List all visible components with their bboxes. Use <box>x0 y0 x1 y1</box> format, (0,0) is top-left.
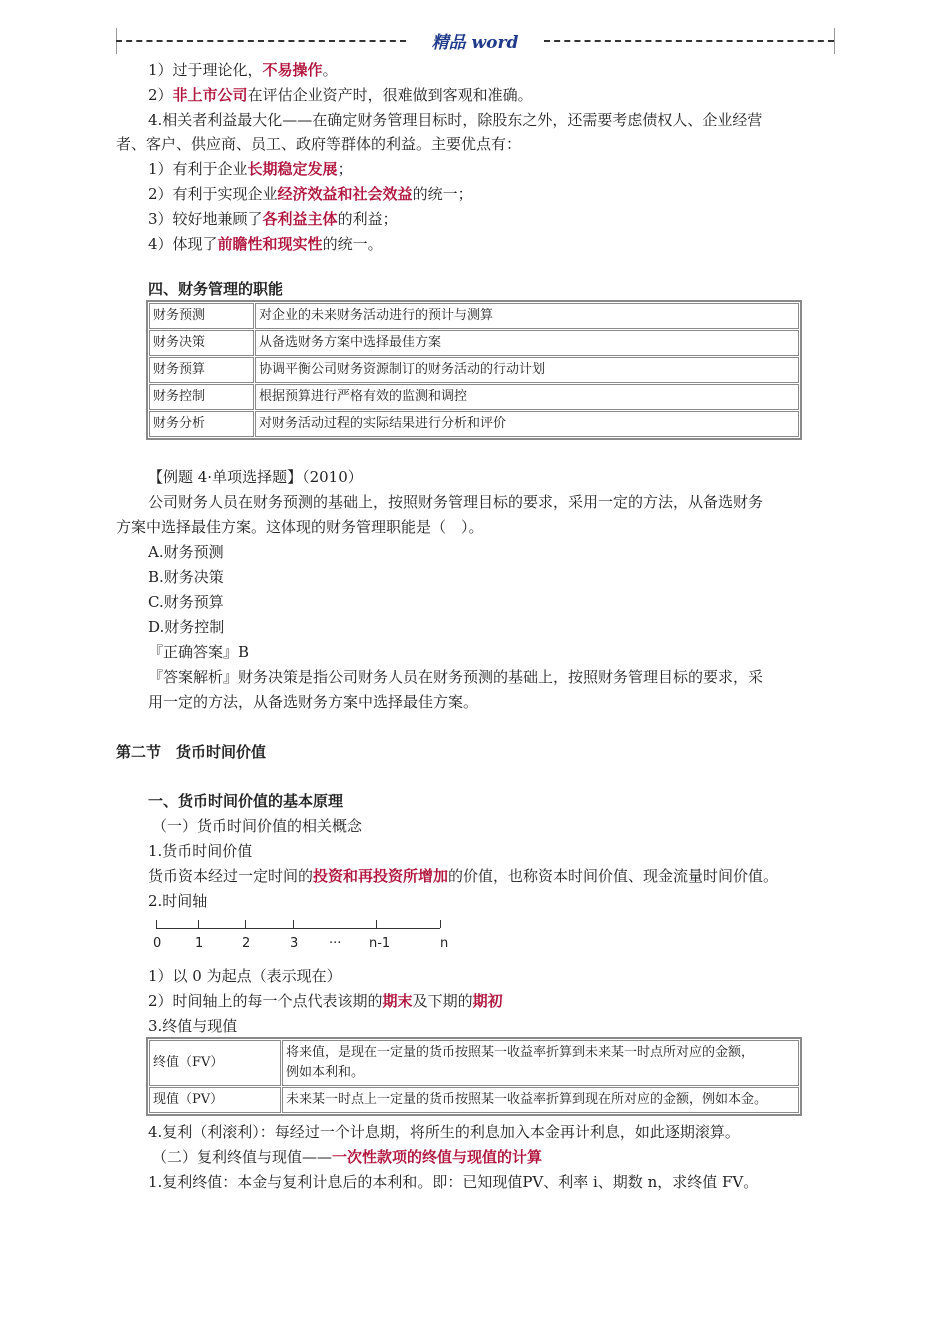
item-heading: 2.时间轴 <box>148 892 208 910</box>
table-cell-key: 财务分析 <box>149 411 254 437</box>
timeline-tick <box>376 920 377 928</box>
answer-analysis: 『答案解析』财务决策是指公司财务人员在财务预测的基础上，按照财务管理目标的要求，采 <box>148 668 764 686</box>
table-row <box>149 1040 799 1086</box>
item-heading: 3.终值与现值 <box>148 1017 238 1035</box>
option-b: B.财务决策 <box>148 568 224 586</box>
timeline-tick <box>440 920 441 928</box>
timeline-label: ··· <box>329 936 342 951</box>
table-row <box>149 357 799 383</box>
timeline-label: 3 <box>290 936 299 951</box>
subsection-heading: （二）复利终值与现值——一次性款项的终值与现值的计算 <box>152 1148 543 1166</box>
table-row <box>149 384 799 410</box>
answer-analysis: 用一定的方法，从备选财务方案中选择最佳方案。 <box>148 693 479 711</box>
table-cell-value: 协调平衡公司财务资源制订的财务活动的行动计划 <box>255 357 799 383</box>
timeline-label: 2 <box>242 936 251 951</box>
example-question: 公司财务人员在财务预测的基础上，按照财务管理目标的要求，采用一定的方法，从备选财务 <box>148 493 764 511</box>
header-logo: 精品 word <box>431 33 519 53</box>
table-cell-key: 财务决策 <box>149 330 254 356</box>
timeline-line <box>156 928 440 929</box>
header-right-border <box>834 28 835 54</box>
example-question: 方案中选择最佳方案。这体现的财务管理职能是（ ）。 <box>116 518 484 536</box>
item-heading: 4.复利（利滚利）：每经过一个计息期，将所生的利息加入本金再计利息，如此逐期滚算。 <box>148 1123 740 1141</box>
item-heading: 1.货币时间价值 <box>148 842 253 860</box>
section-heading: 一、货币时间价值的基本原理 <box>148 792 344 810</box>
fv-definition-line: 例如本利和。 <box>286 1065 365 1080</box>
intro-line: 1）过于理论化，不易操作。 <box>148 61 338 79</box>
table-cell-key: 财务预测 <box>149 303 254 329</box>
timeline-tick <box>156 920 157 928</box>
example-title: 【例题 4·单项选择题】（2010） <box>148 468 363 486</box>
timeline-label: n-1 <box>369 936 391 951</box>
timeline-label: 1 <box>195 936 204 951</box>
option-c: C.财务预算 <box>148 593 224 611</box>
intro-line: 4.相关者利益最大化——在确定财务管理目标时，除股东之外，还需要考虑债权人、企业经营 <box>148 111 763 129</box>
timeline-label: 0 <box>153 936 162 951</box>
subsection-heading: （一）货币时间价值的相关概念 <box>152 817 363 835</box>
section-heading: 四、财务管理的职能 <box>148 280 284 298</box>
table-cell-value: 根据预算进行严格有效的监测和调控 <box>255 384 799 410</box>
fv-pv-table <box>146 1037 802 1116</box>
timeline-tick <box>245 920 246 928</box>
table-cell-key: 财务控制 <box>149 384 254 410</box>
timeline-note: 1）以 0 为起点（表示现在） <box>148 967 342 985</box>
intro-line: 1）有利于企业长期稳定发展； <box>148 160 353 178</box>
timeline-tick <box>293 920 294 928</box>
table-cell-value: 对企业的未来财务活动进行的预计与测算 <box>255 303 799 329</box>
intro-line: 者、客户、供应商、员工、政府等群体的利益。主要优点有： <box>116 135 522 153</box>
timeline-label: n <box>440 936 449 951</box>
header-dash-right <box>544 40 834 42</box>
option-d: D.财务控制 <box>148 618 225 636</box>
definition-text: 货币资本经过一定时间的投资和再投资所增加的价值，也称资本时间价值、现金流量时间价值。 <box>148 867 779 885</box>
intro-line: 4）体现了前瞻性和现实性的统一。 <box>148 235 383 253</box>
table-cell-key: 终值（FV） <box>149 1040 281 1086</box>
table-row <box>149 411 799 437</box>
page-header <box>116 26 834 54</box>
item-heading: 1.复利终值：本金与复利计息后的本利和。即：已知现值PV、利率 i、期数 n，求终值 FV。 <box>148 1173 759 1191</box>
header-dash-left <box>116 40 406 42</box>
table-row <box>149 303 799 329</box>
table-cell-value: 对财务活动过程的实际结果进行分析和评价 <box>255 411 799 437</box>
intro-line: 3）较好地兼顾了各利益主体的利益； <box>148 210 398 228</box>
chapter-section-title: 第二节 货币时间价值 <box>116 743 267 761</box>
table-cell-key: 现值（PV） <box>149 1087 281 1113</box>
intro-line: 2）有利于实现企业经济效益和社会效益的统一； <box>148 185 473 203</box>
table-cell-value: 从备选财务方案中选择最佳方案 <box>255 330 799 356</box>
timeline-note: 2）时间轴上的每一个点代表该期的期末及下期的期初 <box>148 992 503 1010</box>
fv-definition-line: 将来值，是现在一定量的货币按照某一收益率折算到未来某一时点所对应的金额， <box>286 1045 755 1060</box>
functions-table <box>146 300 802 440</box>
intro-line: 2）非上市公司在评估企业资产时，很难做到客观和准确。 <box>148 86 533 104</box>
option-a: A.财务预测 <box>148 543 224 561</box>
table-row <box>149 1087 799 1113</box>
table-cell-value <box>282 1040 799 1086</box>
table-cell-value: 未来某一时点上一定量的货币按照某一收益率折算到现在所对应的金额，例如本金。 <box>282 1087 799 1113</box>
table-cell-key: 财务预算 <box>149 357 254 383</box>
timeline-axis <box>153 918 456 958</box>
correct-answer: 『正确答案』B <box>148 643 250 661</box>
table-row <box>149 330 799 356</box>
timeline-tick <box>198 920 199 928</box>
